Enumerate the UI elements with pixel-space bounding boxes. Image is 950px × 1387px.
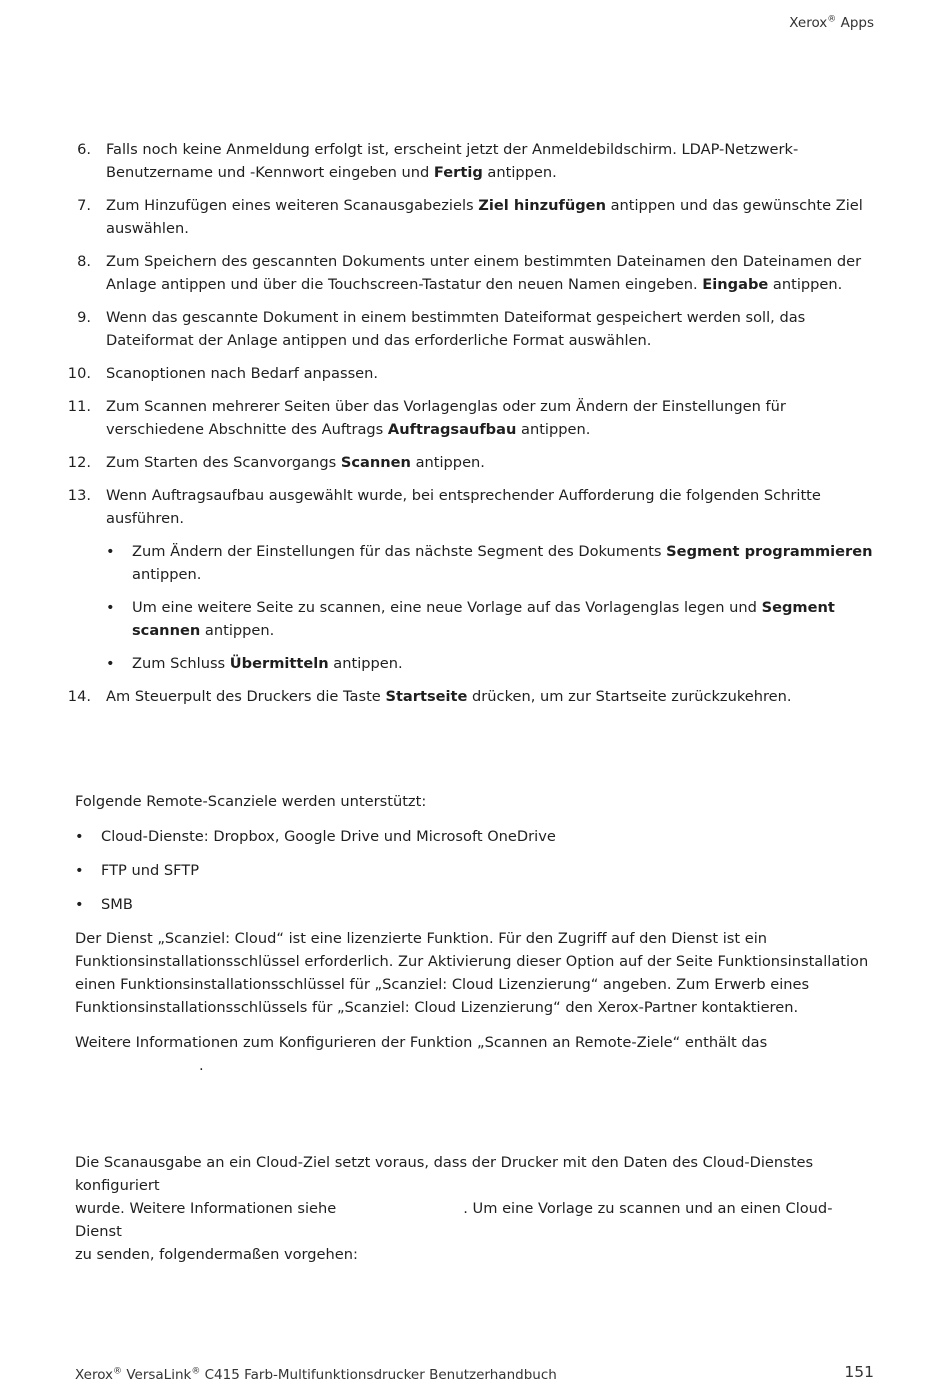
footer-product: VersaLink: [122, 1367, 192, 1383]
list-item: [75, 859, 875, 882]
step-text: Wenn Auftragsaufbau ausgewählt wurde, bei entsprechender Aufforderung die folgenden Schritte ausführen.: [106, 487, 821, 527]
cloud-scan-section: [75, 1151, 875, 1266]
step-6: [75, 138, 875, 184]
info-text: Weitere Informationen zum Konfigurieren der Funktion „Scannen an Remote-Ziele“ enthält das: [75, 1034, 768, 1051]
remote-destination-list: [75, 825, 875, 916]
header-section: Apps: [836, 15, 874, 31]
substep-list: [106, 540, 875, 675]
bullet: •: [106, 543, 115, 560]
cloud-line-2a: wurde. Weitere Informationen siehe: [75, 1200, 337, 1217]
substep: [106, 596, 875, 642]
step-number: 13.: [67, 487, 91, 504]
step-text-end: antippen und das gewünschte Ziel auswählen.: [106, 197, 863, 237]
step-number: 12.: [67, 454, 91, 471]
footer-document-title: [75, 1364, 557, 1387]
step-13: [67, 484, 875, 675]
substep-text-end: antippen.: [132, 566, 202, 583]
ui-control-name: Eingabe: [702, 276, 769, 293]
substep-text-end: antippen.: [200, 622, 275, 639]
step-number: 14.: [67, 688, 91, 705]
cloud-line-2b: . Um eine Vorlage zu scannen und an einen Cloud-Dienst: [75, 1200, 833, 1240]
substep: [106, 540, 875, 586]
step-10: [67, 362, 875, 385]
step-text-end: antippen.: [410, 454, 485, 471]
cloud-line-3: zu senden, folgendermaßen vorgehen:: [75, 1246, 358, 1263]
step-text: Falls noch keine Anmeldung erfolgt ist, erscheint jetzt der Anmeldebildschirm. LDAP-Netzwerk-Benutzername und -Kennwort eingeben und: [106, 141, 799, 181]
list-item: [75, 893, 875, 916]
cloud-line-2: [75, 1197, 875, 1243]
step-number: 7.: [77, 197, 91, 214]
step-number: 11.: [67, 398, 91, 415]
ui-control-name: Übermitteln: [229, 655, 329, 672]
ui-control-name: Segment programmieren: [666, 543, 873, 560]
step-12: [67, 451, 875, 474]
list-item: [75, 825, 875, 848]
substep-text: Um eine weitere Seite zu scannen, eine neue Vorlage auf das Vorlagenglas legen und: [132, 599, 762, 616]
list-item-text: SMB: [101, 896, 133, 913]
ui-control-name: Auftragsaufbau: [387, 421, 517, 438]
bullet: •: [106, 599, 115, 616]
step-number: 6.: [77, 141, 91, 158]
list-item-text: FTP und SFTP: [101, 862, 200, 879]
ui-control-name: Scannen: [340, 454, 411, 471]
step-text: Zum Scannen mehrerer Seiten über das Vorlagenglas oder zum Ändern der Einstellungen für verschiedene Abschnitte des Auftrags: [106, 398, 786, 438]
remote-intro: Folgende Remote-Scanziele werden unterstützt:: [75, 793, 427, 810]
footer-title-rest: C415 Farb-Multifunktionsdrucker Benutzerhandbuch: [200, 1367, 557, 1383]
page-number: 151: [844, 1363, 874, 1381]
step-text: Zum Starten des Scanvorgangs: [106, 454, 341, 471]
ui-control-name: Segment scannen: [132, 599, 835, 639]
procedure-steps: [67, 138, 875, 718]
step-14: [67, 685, 875, 708]
remote-destinations-section: [75, 790, 875, 1089]
bullet: •: [75, 828, 84, 845]
step-text: Am Steuerpult des Druckers die Taste: [106, 688, 386, 705]
step-text-end: antippen.: [768, 276, 843, 293]
step-text: Zum Speichern des gescannten Dokuments unter einem bestimmten Dateinamen den Dateinamen der Anlage antippen und über die Touchscreen-Tastatur den neuen Namen eingeben.: [106, 253, 862, 293]
ui-control-name: Startseite: [385, 688, 468, 705]
header-registered-mark: ®: [827, 14, 837, 25]
step-11: [67, 395, 875, 441]
step-text: Zum Hinzufügen eines weiteren Scanausgabeziels: [106, 197, 479, 214]
list-item-text: Cloud-Dienste: Dropbox, Google Drive und Microsoft OneDrive: [101, 828, 556, 845]
step-text-end: antippen.: [482, 164, 557, 181]
ui-control-name: Ziel hinzufügen: [478, 197, 606, 214]
license-paragraph: Der Dienst „Scanziel: Cloud“ ist eine lizenzierte Funktion. Für den Zugriff auf den Dienst ist ein Funktionsinstallationsschlüssel erforderlich. Zur Aktivierung dieser Option auf der Seite Funktionsinstallation einen Funktionsinstallationsschlüssel für „Scanziel: Cloud Lizenzierung“ angeben. Zum Erwerb eines Funktionsinstallationsschlüssels für „Scanziel: Cloud Lizenzierung“ den Xerox-Partner kontaktieren.: [75, 930, 869, 1016]
bullet: •: [75, 896, 84, 913]
substep-text: Zum Ändern der Einstellungen für das nächste Segment des Dokuments: [132, 543, 667, 560]
step-text-end: antippen.: [516, 421, 591, 438]
info-paragraph: [75, 1031, 875, 1077]
header-brand: Xerox: [789, 15, 828, 31]
step-text-end: drücken, um zur Startseite zurückzukehren.: [467, 688, 792, 705]
running-header: [789, 12, 874, 35]
step-text: Scanoptionen nach Bedarf anpassen.: [106, 365, 379, 382]
bullet: •: [106, 655, 115, 672]
substep-text-end: antippen.: [328, 655, 403, 672]
footer-registered-mark: ®: [113, 1366, 123, 1377]
step-text: Wenn das gescannte Dokument in einem bestimmten Dateiformat gespeichert werden soll, das Dateiformat der Anlage antippen und das erforderliche Format auswählen.: [106, 309, 806, 349]
step-number: 9.: [77, 309, 91, 326]
info-tail: .: [199, 1057, 204, 1074]
step-7: [75, 194, 875, 240]
substep: [106, 652, 875, 675]
footer-registered-mark-2: ®: [191, 1366, 201, 1377]
ui-control-name: Fertig: [433, 164, 483, 181]
footer-brand: Xerox: [75, 1367, 114, 1383]
step-9: [75, 306, 875, 352]
cloud-line-1: Die Scanausgabe an ein Cloud-Ziel setzt voraus, dass der Drucker mit den Daten des Cloud-Dienstes konfiguriert: [75, 1154, 814, 1194]
bullet: •: [75, 862, 84, 879]
substep-text: Zum Schluss: [132, 655, 230, 672]
step-number: 8.: [77, 253, 91, 270]
step-8: [75, 250, 875, 296]
step-number: 10.: [67, 365, 91, 382]
